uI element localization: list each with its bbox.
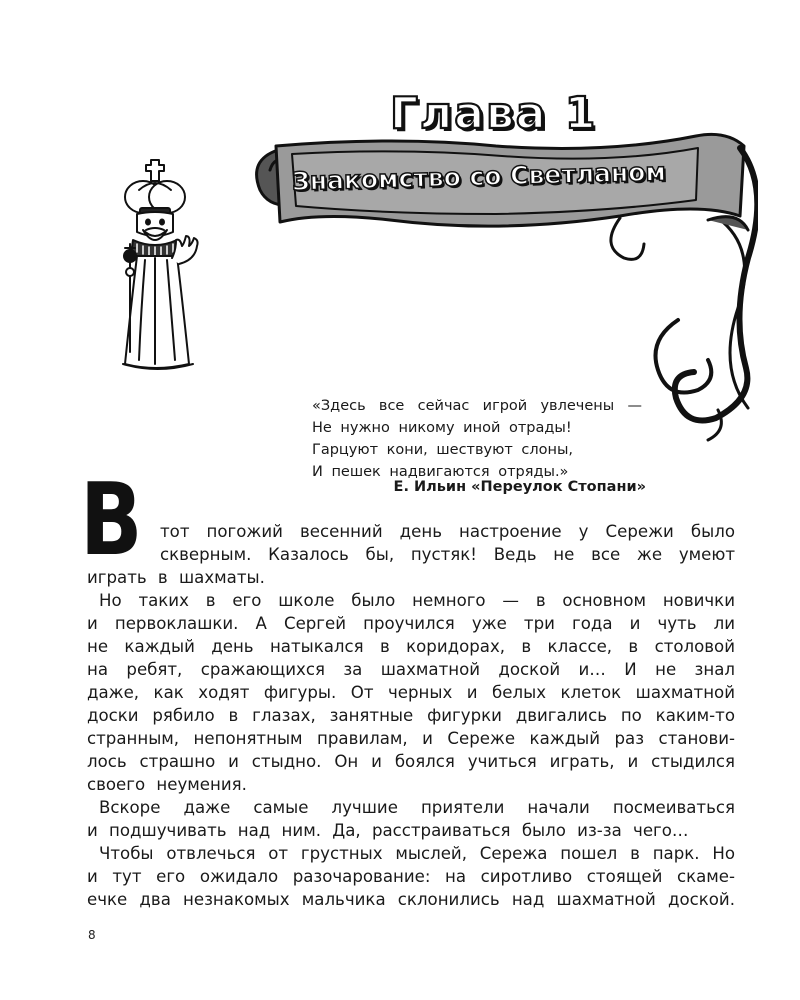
text-line: доски рябило в глазах, занятные фигурки двигались по каким-то bbox=[87, 706, 735, 725]
text-line: на ребят, сражающихся за шахматной доской и… И не знал bbox=[87, 660, 735, 679]
page-number: 8 bbox=[88, 928, 96, 942]
text-line: скверным. Казалось бы, пустяк! Ведь не все же умеют bbox=[160, 545, 735, 564]
epigraph-line: Не нужно никому иной отрады! bbox=[312, 420, 572, 436]
text-line: странным, непонятным правилам, и Сереже каждый раз станови- bbox=[87, 729, 735, 748]
text-line: своего неумения. bbox=[87, 775, 247, 794]
text-line: не каждый день натыкался в коридорах, в классе, в столовой bbox=[87, 637, 735, 656]
epigraph-line: «Здесь все сейчас игрой увлечены — bbox=[312, 398, 642, 414]
text-line: Вскоре даже самые лучшие приятели начали посмеиваться bbox=[99, 798, 735, 817]
text-line: и первоклашки. А Сергей проучился уже три года и чуть ли bbox=[87, 614, 735, 633]
text-line: и тут его ожидало разочарование: на сиротливо стоящей скаме- bbox=[87, 867, 735, 886]
chapter-number-title: Глава 1 bbox=[390, 88, 598, 139]
body-text bbox=[87, 520, 735, 911]
chess-king-illustration bbox=[115, 152, 225, 382]
text-line: играть в шахматы. bbox=[87, 568, 265, 587]
drop-cap: В bbox=[80, 461, 143, 578]
epigraph-line: И пешек надвигаются отряды.» bbox=[312, 464, 569, 480]
text-line: лось страшно и стыдно. Он и боялся учиться играть, и стыдился bbox=[87, 752, 735, 771]
text-line: тот погожий весенний день настроение у Сережи было bbox=[160, 522, 735, 541]
text-line: ечке два незнакомых мальчика склонились над шахматной доской. bbox=[87, 890, 735, 909]
epigraph bbox=[312, 395, 642, 483]
text-line: Чтобы отвлечься от грустных мыслей, Сережа пошел в парк. Но bbox=[99, 844, 735, 863]
epigraph-attribution: Е. Ильин «Переулок Стопани» bbox=[393, 479, 646, 495]
chapter-subtitle: Знакомство со Светланом bbox=[291, 157, 667, 196]
text-line: даже, как ходят фигуры. От черных и белых клеток шахматной bbox=[87, 683, 735, 702]
epigraph-line: Гарцуют кони, шествуют слоны, bbox=[312, 442, 574, 458]
text-line: и подшучивать над ним. Да, расстраиваться было из-за чего… bbox=[87, 821, 689, 840]
text-line: Но таких в его школе было немного — в основном новички bbox=[99, 591, 735, 610]
